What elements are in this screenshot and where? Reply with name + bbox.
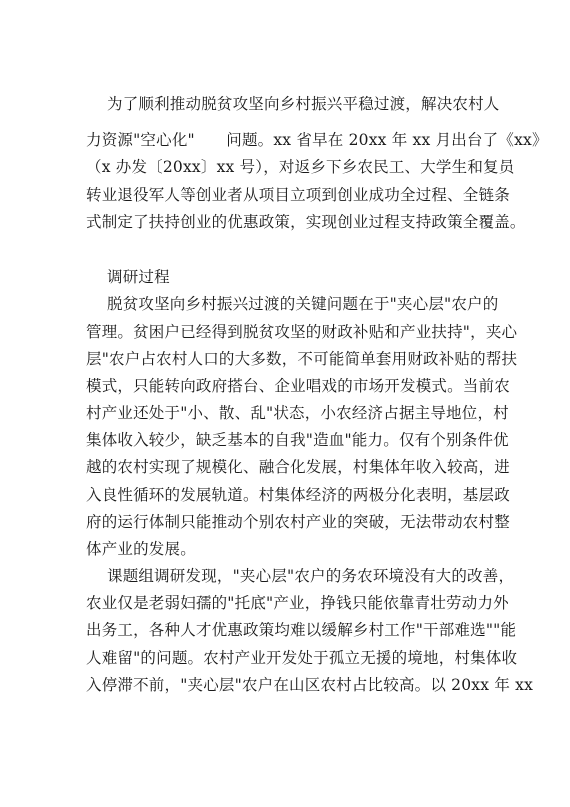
para1-line-3: （x 办发〔20xx〕xx 号），对返乡下乡农民工、大学生和复员 bbox=[86, 158, 515, 176]
para2-line-7: 越的农村实现了规模化、融合化发展，村集体年收入较高，进 bbox=[86, 458, 510, 476]
para1-line-4: 转业退役军人等创业者从项目立项到创业成功全过程、全链条 bbox=[86, 186, 510, 204]
para1-line-2: 力资源"空心化" 问题。xx 省早在 20xx 年 xx 月出台了《xx》 bbox=[86, 131, 548, 149]
para2-line-9: 府的运行体制只能推动个别农村产业的突破，无法带动农村整 bbox=[86, 513, 510, 531]
para2-line-8: 入良性循环的发展轨道。村集体经济的两极分化表明，基层政 bbox=[86, 486, 510, 504]
para2-line-4: 模式，只能转向政府搭台、企业唱戏的市场开发模式。当前农 bbox=[86, 377, 510, 395]
para2-line-1: 脱贫攻坚向乡村振兴过渡的关键问题在于"夹心层"农户的 bbox=[107, 295, 499, 313]
para3-line-3: 出务工，各种人才优惠政策均难以缓解乡村工作"干部难选""能 bbox=[86, 621, 517, 639]
para2-line-5: 村产业还处于"小、散、乱"状态，小农经济占据主导地位，村 bbox=[86, 404, 509, 422]
section-heading: 调研过程 bbox=[107, 268, 170, 286]
para2-line-10: 体产业的发展。 bbox=[86, 540, 196, 558]
para1-line-1: 为了顺利推动脱贫攻坚向乡村振兴平稳过渡，解决农村人 bbox=[107, 95, 500, 113]
para2-line-6: 集体收入较少，缺乏基本的自我"造血"能力。仅有个别条件优 bbox=[86, 431, 509, 449]
para2-line-3: 层"农户占农村人口的大多数，不可能简单套用财政补贴的帮扶 bbox=[86, 350, 518, 368]
para3-line-2: 农业仅是老弱妇孺的"托底"产业，挣钱只能依靠青壮劳动力外 bbox=[86, 594, 509, 612]
para3-line-1: 课题组调研发现，"夹心层"农户的务农环境没有大的改善， bbox=[107, 567, 515, 585]
para3-line-4: 人难留"的问题。农村产业开发处于孤立无援的境地，村集体收 bbox=[86, 649, 518, 667]
para1-line-5: 式制定了扶持创业的优惠政策，实现创业过程支持政策全覆盖。 bbox=[86, 213, 526, 231]
para2-line-2: 管理。贫困户已经得到脱贫攻坚的财政补贴和产业扶持"，夹心 bbox=[86, 323, 518, 341]
para3-line-5: 入停滞不前，"夹心层"农户在山区农村占比较高。以 20xx 年 xx bbox=[86, 676, 534, 694]
